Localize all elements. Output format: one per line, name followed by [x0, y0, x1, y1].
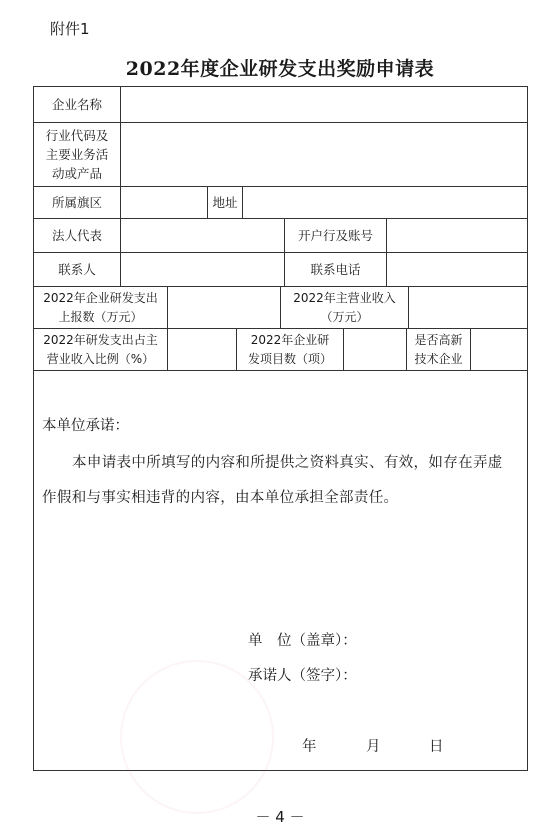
legal-rep-label: 法人代表: [51, 228, 102, 243]
address-label: 地址: [212, 195, 238, 210]
legal-rep-field[interactable]: [121, 219, 284, 252]
industry-code-label: 行业代码及 主要业务活 动或产品: [45, 128, 109, 181]
date-month: 月: [366, 739, 381, 755]
district-field[interactable]: [121, 187, 207, 218]
company-name-label: 企业名称: [51, 97, 102, 112]
rd-expense-label: 2022年企业研发支出 上报数（万元）: [43, 290, 158, 324]
commitment-heading: 本单位承诺：: [42, 418, 129, 434]
address-field[interactable]: [243, 187, 527, 218]
main-revenue-label: 2022年主营业收入 （万元）: [293, 290, 396, 324]
high-tech-field[interactable]: [471, 329, 527, 370]
rd-projects-label: 2022年企业研 发项目数（项）: [247, 332, 332, 366]
company-name-field[interactable]: [121, 87, 527, 122]
main-revenue-field[interactable]: [409, 287, 527, 328]
high-tech-label: 是否高新 技术企业: [414, 332, 463, 366]
industry-code-field[interactable]: [121, 123, 527, 186]
unit-seal-label: 单 位（盖章）：: [248, 633, 357, 649]
page-number: － 4 －: [255, 808, 305, 826]
rd-projects-field[interactable]: [344, 329, 406, 370]
contact-label: 联系人: [58, 262, 96, 277]
form-title: 2022年度企业研发支出奖励申请表: [125, 58, 435, 80]
rd-ratio-field[interactable]: [168, 329, 236, 370]
district-label: 所属旗区: [51, 195, 102, 210]
rd-ratio-label: 2022年研发支出占主 营业收入比例（%）: [43, 332, 158, 366]
attachment-label: 附件1: [50, 20, 90, 38]
date-year: 年: [302, 739, 317, 755]
commitment-line-2: 作假和与事实相违背的内容，由本单位承担全部责任。: [42, 490, 399, 506]
date-day: 日: [429, 739, 444, 755]
rd-expense-field[interactable]: [168, 287, 280, 328]
signer-label: 承诺人（签字）：: [248, 668, 357, 684]
phone-field[interactable]: [387, 253, 527, 286]
contact-field[interactable]: [121, 253, 284, 286]
bank-account-label: 开户行及账号: [297, 228, 373, 243]
phone-label: 联系电话: [310, 262, 361, 277]
bank-account-field[interactable]: [387, 219, 527, 252]
commitment-line-1: 本申请表中所填写的内容和所提供之资料真实、有效，如存在弄虚: [72, 455, 503, 471]
